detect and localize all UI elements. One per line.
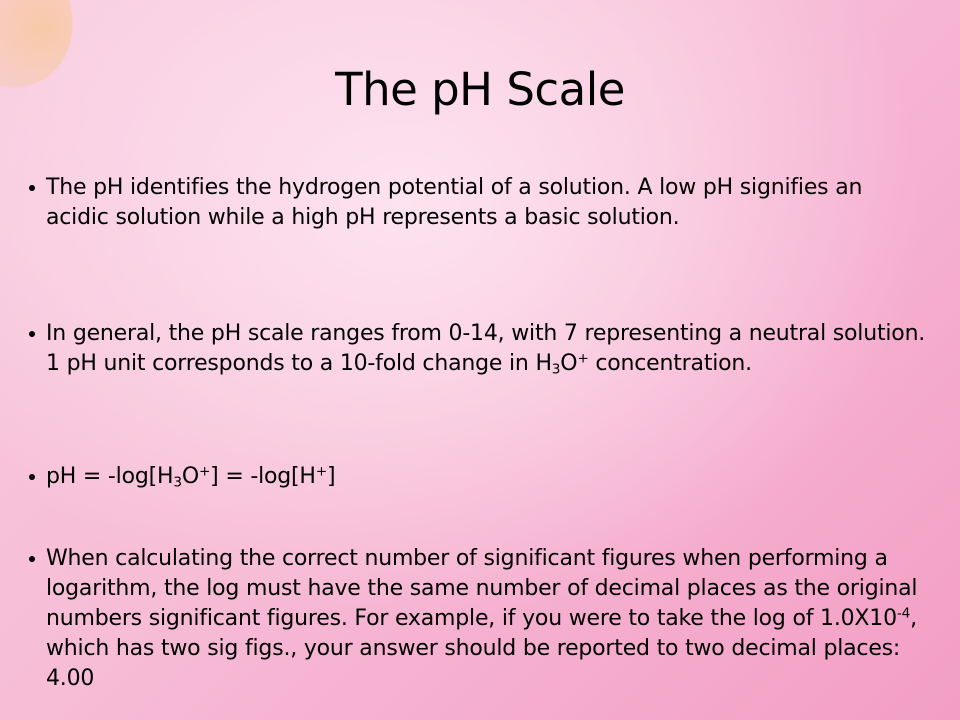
bullet-dot-icon [29,331,35,337]
bullet-text: In general, the pH scale ranges from 0-14, with 7 representing a neutral solution. 1 pH unit corresponds to a 10-fold change in H [46,321,926,376]
superscript: + [315,463,327,480]
bullet-text: , which has two sig figs., your answer should be reported to two decimal places: 4.00 [46,606,917,691]
bullet-text: When calculating the correct number of significant figures when performing a logarithm, the log must have the same number of decimal places as the original numbers significant figures. For example, if you were to take the log of 1.0X10 [46,546,918,631]
slide-title: The pH Scale [335,63,625,116]
bullet-ph-range [46,319,926,379]
bullet-text: The pH identifies the hydrogen potential of a solution. A low pH signifies an acidic solution while a high pH represents a basic solution. [46,175,863,230]
subscript: 3 [173,474,182,491]
formula-text: ] = -log[H [210,464,316,489]
oxygen-symbol: O [181,464,199,489]
superscript: + [198,463,211,480]
bullet-sig-figs [46,544,926,694]
bullet-text: concentration. [588,351,752,376]
bullet-dot-icon [29,556,35,562]
subscript: 3 [551,361,561,378]
formula-text: ] [326,464,336,489]
formula-text: pH = -log[H [46,464,174,489]
bullet-ph-definition [46,173,926,233]
bullet-ph-formula [46,462,926,492]
superscript: -4 [896,605,911,622]
oxygen-symbol: O [560,351,578,376]
bullet-dot-icon [29,185,35,191]
bullet-dot-icon [29,474,35,480]
superscript: + [577,350,589,367]
